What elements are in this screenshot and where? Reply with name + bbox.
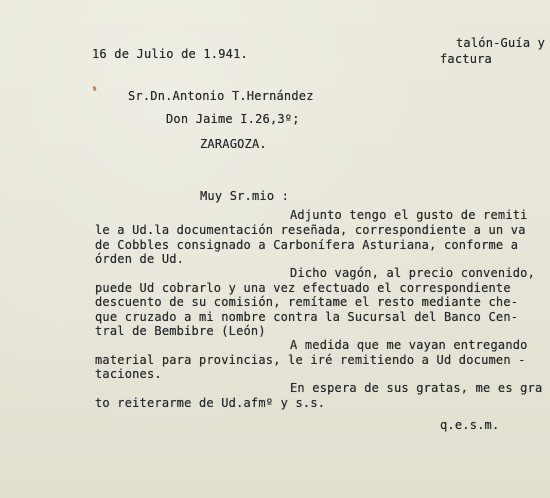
- recipient-city: ZARAGOZA.: [200, 137, 267, 151]
- recipient-name: Sr.Dn.Antonio T.Hernández: [128, 89, 314, 103]
- closing: q.e.s.m.: [440, 418, 500, 432]
- body-line: material para provincias, le iré remitiendo a Ud documen -: [95, 353, 526, 367]
- header-note-line1: talón-Guía y: [456, 36, 546, 50]
- body-line: le a Ud.la documentación reseñada, correspondiente a un va: [95, 223, 526, 237]
- salutation: Muy Sr.mio :: [200, 189, 290, 203]
- body-line: En espera de sus gratas, me es gra: [290, 381, 543, 395]
- body-line: taciones.: [95, 367, 162, 381]
- body-line: órden de Ud.: [95, 252, 185, 266]
- body-line: tral de Bembibre (León): [95, 324, 266, 338]
- letter-date: 16 de Julio de 1.941.: [92, 47, 248, 61]
- body-line: A medida que me vayan entregando: [290, 338, 528, 352]
- header-note-line2: factura: [440, 52, 492, 66]
- body-line: puede Ud cobrarlo y una vez efectuado el correspondiente: [95, 281, 511, 295]
- ink-mark: [92, 86, 97, 92]
- body-line: que cruzado a mi nombre contra la Sucursal del Banco Cen-: [95, 310, 519, 324]
- body-line: Adjunto tengo el gusto de remiti: [290, 208, 528, 222]
- body-line: Dicho vagón, al precio convenido,: [290, 266, 536, 280]
- recipient-street: Don Jaime I.26,3º;: [166, 112, 300, 126]
- body-line: de Cobbles consignado a Carbonífera Asturiana, conforme a: [95, 238, 519, 252]
- body-line: descuento de su comisión, remítame el resto mediante che-: [95, 295, 519, 309]
- body-line: to reiterarme de Ud.afmº y s.s.: [95, 396, 326, 410]
